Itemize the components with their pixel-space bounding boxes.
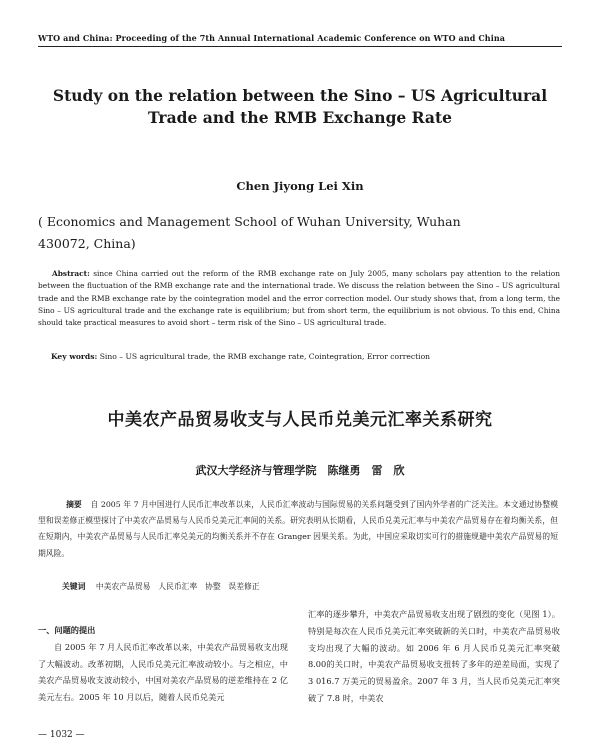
abstract-cn-label: 摘要 <box>66 500 82 509</box>
authors-en: Chen Jiyong Lei Xin <box>236 179 364 193</box>
abstract-en <box>38 268 560 329</box>
keywords-cn-label: 关键词 <box>62 582 86 591</box>
affiliation-line1: ( Economics and Management School of Wuhan University, Wuhan <box>38 214 461 229</box>
abstract-en-label: Abstract: <box>52 269 90 278</box>
keywords-en-text: Sino – US agricultural trade, the RMB exchange rate, Cointegration, Error correction <box>99 352 431 361</box>
keywords-en <box>51 352 430 361</box>
abstract-en-text: since China carried out the reform of the RMB exchange rate on July 2005, many scholars pay attention to the relation between the fluctuation of the RMB exchange rate and the international trade. We discuss the relation between the Sino – US agricultural trade and the RMB exchange rate by the cointegration model and the error correction model. Our study shows that, from a long term, the Sino – US agricultural trade and the exchange rate is equilibrium; but from short term, the equilibrium is not obvious. To this end, China should take practical measures to avoid short – term risk of the Sino – US agricultural trade. <box>38 269 560 328</box>
paper-title-cn: 中美农产品贸易收支与人民币兑美元汇率关系研究 <box>107 410 493 430</box>
header-rule <box>38 46 562 47</box>
keywords-en-label: Key words: <box>51 352 98 361</box>
affiliation-line2: 430072, China) <box>38 236 136 251</box>
body-column-left <box>38 622 288 706</box>
section-heading: 一、问题的提出 <box>38 625 96 635</box>
keywords-cn-text: 中美农产品贸易 人民币汇率 协整 误差修正 <box>95 582 260 591</box>
body-text-left: 自 2005 年 7 月人民币汇率改革以来，中美农产品贸易收支出现了大幅波动。改革初期，人民币兑美元汇率波动较小。与之相应，中美农产品贸易收支波动较小，中国对美农产品贸易的逆差维持在 2 亿美元左右。2005 年 10 月以后，随着人民币兑美元 <box>38 641 288 703</box>
keywords-cn <box>62 581 260 592</box>
abstract-cn-text: 自 2005 年 7 月中国进行人民币汇率改革以来，人民币汇率波动与国际贸易的关系问题受到了国内外学者的广泛关注。本文通过协整模型和误差修正模型探讨了中美农产品贸易与人民币兑美元汇率间的关系。研究表明从长期看，人民币兑美元汇率与中美农产品贸易存在着均衡关系，但在短期内，中美农产品贸易与人民币汇率兑美元的均衡关系并不存在 Granger 因果关系。为此，中国应采取切实可行的措施规避中美农产品贸易的短期风险。 <box>38 500 559 558</box>
paper-title-en-line2: Trade and the RMB Exchange Rate <box>148 108 452 127</box>
abstract-cn <box>38 497 558 562</box>
body-text-right: 汇率的逐步攀升，中美农产品贸易收支出现了剧烈的变化（见图 1）。特别是每次在人民币兑美元汇率突破新的关口时，中美农产品贸易收支均出现了大幅的波动。如 2006 年 6 月人民币兑美元汇率突破 8.00的关口时，中美农产品贸易收支扭转了多年的逆差局面，实现了 3 016.7 万美元的贸易盈余。2007 年 3 月，当人民币兑美元汇率突破了 7.8 时，中美农 <box>308 609 560 703</box>
authors-cn: 武汉大学经济与管理学院 陈继勇 雷 欣 <box>195 464 405 477</box>
paper-title-en-line1: Study on the relation between the Sino – US Agricultural <box>52 86 548 105</box>
running-header: WTO and China: Proceeding of the 7th Annual International Academic Conference on WTO and China <box>38 33 506 43</box>
body-column-right <box>308 606 560 707</box>
page-number: — 1032 — <box>38 730 85 740</box>
